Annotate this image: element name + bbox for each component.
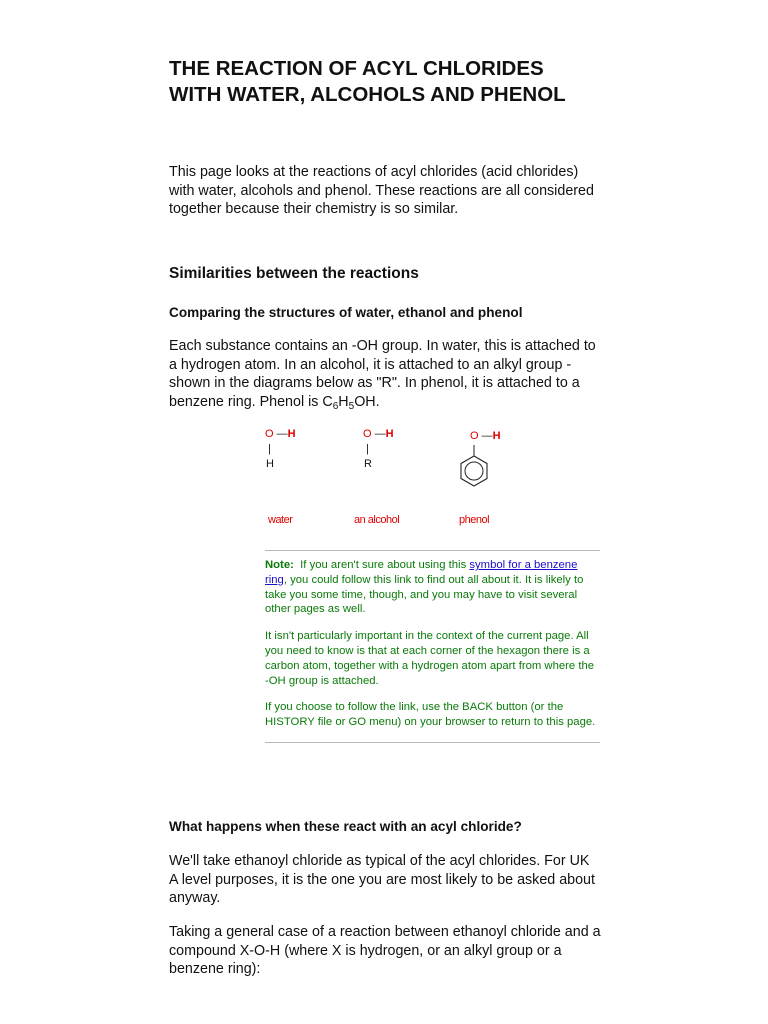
note-label: Note: <box>265 559 294 571</box>
title-line-2: WITH WATER, ALCOHOLS AND PHENOL <box>169 83 566 106</box>
alcohol-vertical-bond: | <box>366 443 369 455</box>
structures-paragraph <box>169 337 601 411</box>
structures-text: Each substance contains an -OH group. In water, this is attached to a hydrogen atom. In an alcohol, it is attached to an alkyl group - shown in the diagrams below as "R". In phenol, it is attached to a benzene ring. Phenol is C <box>169 338 596 410</box>
water-structure: O —H <box>265 428 296 440</box>
title-line-1: THE REACTION OF ACYL CHLORIDES <box>169 57 544 80</box>
formula-end: OH. <box>354 393 380 410</box>
intro-paragraph: This page looks at the reactions of acyl chlorides (acid chlorides) with water, alcohols and phenol. These reactions are all considered together because their chemistry is so similar. <box>169 164 594 218</box>
formula-subscript-6: 6 <box>332 400 339 412</box>
alcohol-structure: O —H <box>363 428 394 440</box>
note-paragraph-2: It isn't particularly important in the context of the current page. All you need to know is that at each corner of the hexagon there is a carbon atom, together with a hydrogen atom apart from where the -OH group is attached. <box>265 630 595 687</box>
note-paragraph-3: If you choose to follow the link, use the BACK button (or the HISTORY file or GO menu) on your browser to return to this page. <box>265 701 596 729</box>
note-paragraph-1: Note: If you aren't sure about using this symbol for a benzene ring, you could follow this link to find out all about it. It is likely to take you some time, though, and you may have to visit several other pages as well. <box>265 559 584 616</box>
caption-alcohol: an alcohol <box>354 514 400 526</box>
formula-subscript-5: 5 <box>348 400 355 412</box>
structures-diagram <box>262 425 512 535</box>
benzene-symbol-link[interactable]: symbol for a benzene ring <box>265 559 578 586</box>
benzene-ring-icon <box>457 443 491 495</box>
section-heading-similarities: Similarities between the reactions <box>169 265 419 282</box>
page-title <box>169 56 609 108</box>
formula-h: H <box>338 393 349 410</box>
ethanoyl-paragraph: We'll take ethanoyl chloride as typical of the acyl chlorides. For UK A level purposes, it is the one you are most likely to be asked about anyway. <box>169 853 595 907</box>
caption-phenol: phenol <box>459 514 490 526</box>
water-vertical-bond: | <box>268 443 271 455</box>
subheading-comparing-structures: Comparing the structures of water, ethanol and phenol <box>169 305 523 320</box>
alcohol-r-group: R <box>364 458 372 470</box>
water-attached-h: H <box>266 458 274 470</box>
general-case-paragraph: Taking a general case of a reaction between ethanoyl chloride and a compound X-O-H (where X is hydrogen, or an alkyl group or a benzene ring): <box>169 924 601 978</box>
note-box <box>265 550 600 743</box>
phenol-structure: O —H <box>470 430 501 442</box>
subheading-reaction: What happens when these react with an acyl chloride? <box>169 819 522 834</box>
caption-water: water <box>268 514 293 526</box>
